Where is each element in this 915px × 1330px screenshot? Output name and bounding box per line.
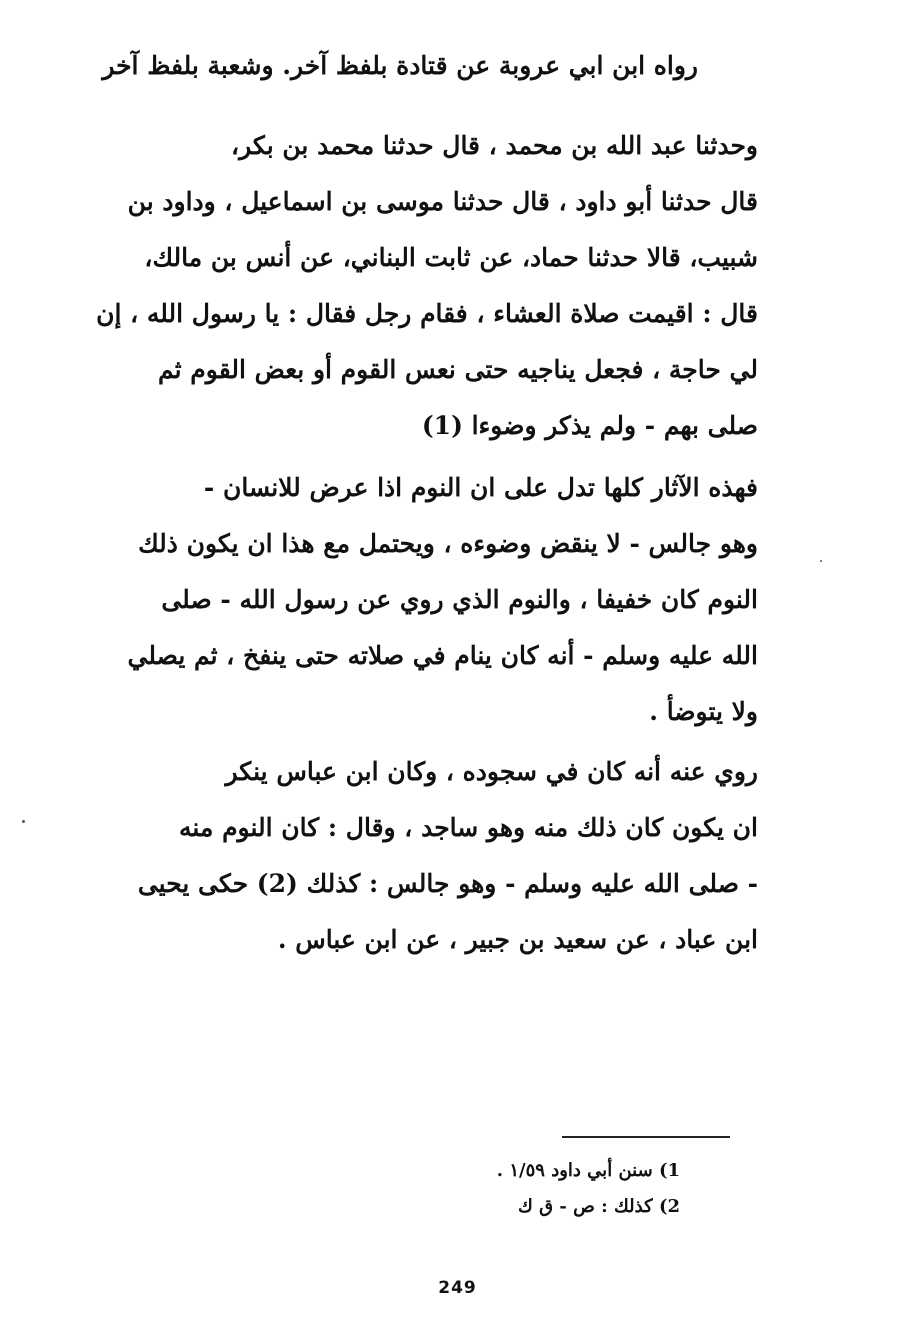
text-line: فهذه الآثار كلها تدل على ان النوم اذا عرض للانسان - [203,473,758,502]
text-line: رواه ابن ابي عروبة عن قتادة بلفظ آخر. وشعبة بلفظ آخر [102,51,698,80]
text-line: روي عنه أنه كان في سجوده ، وكان ابن عباس ينكر [225,757,758,786]
text-line: شبيب، قالا حدثنا حماد، عن ثابت البناني، عن أنس بن مالك، [144,243,758,272]
paragraph-3 [118,460,758,740]
text-line: الله عليه وسلم - أنه كان ينام في صلاته حتى ينفخ ، ثم يصلي [127,641,758,670]
paragraph-4 [118,744,758,968]
text-line: ولا يتوضأ . [649,697,758,726]
text-line: ان يكون كان ذلك منه وهو ساجد ، وقال : كان النوم منه [179,813,758,842]
footnote-divider [562,1136,730,1138]
text-line: ابن عباد ، عن سعيد بن جبير ، عن ابن عباس . [277,925,758,954]
page-number: 249 [438,1278,477,1298]
footnote-2: 2) كذلك : ص - ق ك [518,1196,680,1217]
footnotes [430,1153,680,1225]
text-line: قال : اقيمت صلاة العشاء ، فقام رجل فقال : يا رسول الله ، إن [96,299,758,328]
text-line: لي حاجة ، فجعل يناجيه حتى نعس القوم أو بعض القوم ثم [158,355,758,384]
text-line: وهو جالس - لا ينقض وضوءه ، ويحتمل مع هذا ان يكون ذلك [138,529,758,558]
text-line: صلى بهم - ولم يذكر وضوءا (1) [421,411,758,440]
scan-speck [22,820,25,823]
text-line: وحدثنا عبد الله بن محمد ، قال حدثنا محمد بن بكر، [231,131,758,160]
text-line: قال حدثنا أبو داود ، قال حدثنا موسى بن اسماعيل ، وداود بن [127,187,758,216]
text-line: - صلى الله عليه وسلم - وهو جالس : كذلك (2) حكى يحيى [137,869,758,898]
text-line: النوم كان خفيفا ، والنوم الذي روي عن رسول الله - صلى [161,585,758,614]
scan-speck [820,560,822,562]
paragraph-2 [96,118,758,454]
footnote-1: 1) سنن أبي داود ١/٥٩ . [496,1160,680,1181]
paragraph-1 [102,38,698,94]
